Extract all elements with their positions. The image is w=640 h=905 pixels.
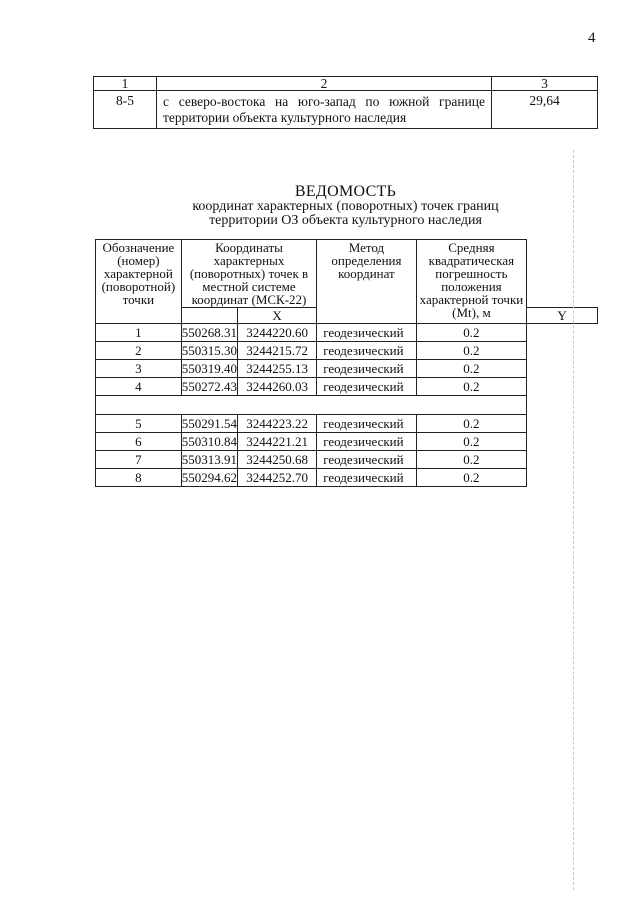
segment-description: с северо-востока на юго-запад по южной границе территории объекта культурного наследия (157, 91, 492, 129)
segment-code: 8-5 (94, 91, 157, 129)
table-row (96, 469, 598, 487)
point-error: 0.2 (416, 451, 527, 469)
point-number: 5 (96, 415, 182, 433)
point-number: 4 (96, 378, 182, 396)
point-method: геодезический (317, 324, 416, 342)
point-x: 550319.40 (181, 361, 237, 376)
table-row (96, 360, 598, 378)
table-row (96, 415, 598, 433)
table-row (96, 451, 598, 469)
column-number-2: 2 (157, 77, 492, 91)
point-error: 0.2 (416, 415, 527, 433)
point-x: 550294.62 (181, 470, 237, 485)
point-method: геодезический (317, 342, 416, 360)
point-number: 2 (96, 342, 182, 360)
table-row (94, 91, 598, 129)
point-number: 3 (96, 360, 182, 378)
point-x: 550272.43 (181, 379, 237, 394)
point-method: геодезический (317, 469, 416, 487)
scan-fold-line (573, 150, 574, 890)
page-number: 4 (588, 30, 596, 46)
point-y: 3244250.68 (238, 451, 317, 469)
point-error: 0.2 (416, 342, 527, 360)
coordinates-table (95, 239, 598, 487)
point-number: 6 (96, 433, 182, 451)
point-y: 3244215.72 (238, 342, 317, 360)
table-header-row (94, 77, 598, 91)
point-x: 550291.54 (181, 416, 237, 431)
header-x: X (238, 308, 317, 324)
point-method: геодезический (317, 360, 416, 378)
header-error: Средняя квадратическая погрешность положения характерной точки (Mt), м (416, 240, 527, 324)
point-number: 7 (96, 451, 182, 469)
boundary-description-table (93, 76, 598, 129)
statement-subtitle-line1: координат характерных (поворотных) точек границ (192, 199, 499, 214)
table-row (96, 433, 598, 451)
point-error: 0.2 (416, 378, 527, 396)
point-y: 3244223.22 (238, 415, 317, 433)
point-error: 0.2 (416, 324, 527, 342)
header-designation: Обозначение (номер) характерной (поворотной) точки (96, 240, 182, 324)
point-y: 3244260.03 (238, 378, 317, 396)
column-number-3: 3 (492, 77, 598, 91)
point-x: 550313.91 (181, 452, 237, 467)
point-method: геодезический (317, 451, 416, 469)
group-separator (96, 396, 527, 415)
header-method: Метод определения координат (317, 240, 416, 324)
header-coordinates: Координаты характерных (поворотных) точек в местной системе координат (МСК-22) (181, 240, 317, 308)
point-error: 0.2 (416, 469, 527, 487)
point-y: 3244220.60 (238, 324, 317, 342)
point-number: 1 (96, 324, 182, 342)
table-row (96, 324, 598, 342)
point-number: 8 (96, 469, 182, 487)
point-x: 550268.31 (181, 325, 237, 340)
point-y: 3244255.13 (238, 360, 317, 378)
column-number-1: 1 (94, 77, 157, 91)
point-x: 550310.84 (181, 434, 237, 449)
point-method: геодезический (317, 378, 416, 396)
point-error: 0.2 (416, 360, 527, 378)
table-row (96, 342, 598, 360)
point-method: геодезический (317, 433, 416, 451)
point-method: геодезический (317, 415, 416, 433)
group-separator-row (96, 396, 598, 415)
table-header-row (96, 240, 598, 308)
table-row (96, 378, 598, 396)
point-x: 550315.30 (181, 343, 237, 358)
point-error: 0.2 (416, 433, 527, 451)
statement-title: ВЕДОМОСТЬ (294, 183, 397, 200)
point-y: 3244221.21 (238, 433, 317, 451)
segment-length: 29,64 (492, 91, 598, 129)
statement-subtitle-line2: территории ОЗ объекта культурного наследия (209, 213, 482, 228)
point-y: 3244252.70 (238, 469, 317, 487)
header-designation-spacer (181, 308, 237, 324)
header-y: Y (527, 308, 598, 324)
statement-heading (93, 184, 598, 228)
